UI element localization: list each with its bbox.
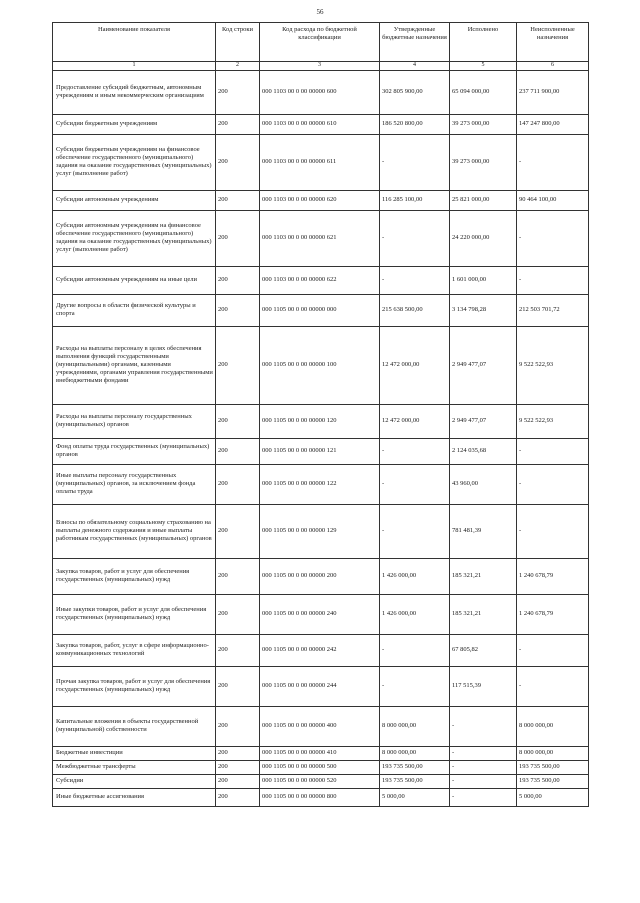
- row-line-code: 200: [216, 404, 260, 438]
- row-approved-amount: 116 285 100,00: [380, 190, 450, 210]
- row-approved-amount: 193 735 500,00: [380, 774, 450, 788]
- row-indicator-name: Расходы на выплаты персоналу в целях обеспечения выполнения функций государственными (муниципальными) органами, казенными учреждениями, органами управления государственными внебюджетными фондами: [53, 326, 216, 404]
- row-executed-amount: 117 515,39: [450, 666, 517, 706]
- row-indicator-name: Другие вопросы в области физической культуры и спорта: [53, 294, 216, 326]
- column-index: 5: [450, 62, 517, 71]
- row-approved-amount: 12 472 000,00: [380, 326, 450, 404]
- row-executed-amount: 67 805,82: [450, 634, 517, 666]
- table-row: [53, 504, 589, 558]
- row-unexecuted-amount: -: [517, 504, 589, 558]
- row-approved-amount: -: [380, 666, 450, 706]
- header-indicator-name: Наименование показателя: [53, 23, 216, 62]
- row-line-code: 200: [216, 746, 260, 760]
- row-classification-code: 000 1105 00 0 00 00000 240: [260, 594, 380, 634]
- row-executed-amount: -: [450, 788, 517, 806]
- header-line-code: Код строки: [216, 23, 260, 62]
- row-line-code: 200: [216, 266, 260, 294]
- table-row: [53, 594, 589, 634]
- row-indicator-name: Закупка товаров, работ, услуг в сфере информационно-коммуникационных технологий: [53, 634, 216, 666]
- table-row: [53, 114, 589, 134]
- row-line-code: 200: [216, 438, 260, 464]
- table-header-row: [53, 23, 589, 62]
- row-classification-code: 000 1105 00 0 00 00000 120: [260, 404, 380, 438]
- row-line-code: 200: [216, 706, 260, 746]
- row-approved-amount: 302 805 900,00: [380, 70, 450, 114]
- row-unexecuted-amount: -: [517, 634, 589, 666]
- row-unexecuted-amount: -: [517, 666, 589, 706]
- row-classification-code: 000 1105 00 0 00 00000 100: [260, 326, 380, 404]
- row-approved-amount: -: [380, 438, 450, 464]
- row-executed-amount: 25 821 000,00: [450, 190, 517, 210]
- table-row: [53, 788, 589, 806]
- row-unexecuted-amount: -: [517, 266, 589, 294]
- row-approved-amount: -: [380, 464, 450, 504]
- row-unexecuted-amount: 5 000,00: [517, 788, 589, 806]
- row-approved-amount: -: [380, 134, 450, 190]
- row-classification-code: 000 1105 00 0 00 00000 000: [260, 294, 380, 326]
- header-executed: Исполнено: [450, 23, 517, 62]
- row-classification-code: 000 1105 00 0 00 00000 520: [260, 774, 380, 788]
- row-executed-amount: -: [450, 760, 517, 774]
- row-classification-code: 000 1105 00 0 00 00000 200: [260, 558, 380, 594]
- row-line-code: 200: [216, 210, 260, 266]
- row-unexecuted-amount: -: [517, 464, 589, 504]
- table-row: [53, 134, 589, 190]
- row-executed-amount: 39 273 000,00: [450, 114, 517, 134]
- row-indicator-name: Бюджетные инвестиции: [53, 746, 216, 760]
- table-row: [53, 666, 589, 706]
- row-indicator-name: Субсидии бюджетным учреждениям на финансовое обеспечение государственного (муниципального) задания на оказание государственных (муниципальных) услуг (выполнение работ): [53, 134, 216, 190]
- row-executed-amount: 39 273 000,00: [450, 134, 517, 190]
- row-unexecuted-amount: 147 247 800,00: [517, 114, 589, 134]
- row-line-code: 200: [216, 326, 260, 404]
- table-row: [53, 294, 589, 326]
- row-indicator-name: Капитальные вложения в объекты государственной (муниципальной) собственности: [53, 706, 216, 746]
- row-unexecuted-amount: 1 240 678,79: [517, 594, 589, 634]
- row-classification-code: 000 1105 00 0 00 00000 242: [260, 634, 380, 666]
- row-indicator-name: Субсидии: [53, 774, 216, 788]
- table-row: [53, 190, 589, 210]
- row-line-code: 200: [216, 558, 260, 594]
- row-approved-amount: -: [380, 266, 450, 294]
- table-row: [53, 706, 589, 746]
- row-classification-code: 000 1103 00 0 00 00000 622: [260, 266, 380, 294]
- row-indicator-name: Иные выплаты персоналу государственных (муниципальных) органов, за исключением фонда оплаты труда: [53, 464, 216, 504]
- row-line-code: 200: [216, 634, 260, 666]
- row-approved-amount: 193 735 500,00: [380, 760, 450, 774]
- budget-execution-table: [52, 22, 589, 807]
- row-unexecuted-amount: 1 240 678,79: [517, 558, 589, 594]
- row-indicator-name: Межбюджетные трансферты: [53, 760, 216, 774]
- column-index-row: [53, 62, 589, 71]
- row-executed-amount: 65 094 000,00: [450, 70, 517, 114]
- row-unexecuted-amount: 237 711 900,00: [517, 70, 589, 114]
- row-indicator-name: Иные закупки товаров, работ и услуг для обеспечения государственных (муниципальных) нужд: [53, 594, 216, 634]
- row-executed-amount: 2 124 035,68: [450, 438, 517, 464]
- row-line-code: 200: [216, 190, 260, 210]
- row-unexecuted-amount: -: [517, 438, 589, 464]
- row-line-code: 200: [216, 666, 260, 706]
- row-executed-amount: 185 321,21: [450, 558, 517, 594]
- table-row: [53, 404, 589, 438]
- row-line-code: 200: [216, 70, 260, 114]
- header-approved: Утвержденные бюджетные назначения: [380, 23, 450, 62]
- row-executed-amount: 3 134 798,28: [450, 294, 517, 326]
- row-approved-amount: -: [380, 210, 450, 266]
- table-row: [53, 70, 589, 114]
- row-approved-amount: 1 426 000,00: [380, 594, 450, 634]
- table-row: [53, 266, 589, 294]
- row-executed-amount: -: [450, 774, 517, 788]
- row-classification-code: 000 1103 00 0 00 00000 610: [260, 114, 380, 134]
- row-classification-code: 000 1105 00 0 00 00000 121: [260, 438, 380, 464]
- table-row: [53, 326, 589, 404]
- row-executed-amount: 43 960,00: [450, 464, 517, 504]
- header-unexecuted: Неисполненные назначения: [517, 23, 589, 62]
- row-approved-amount: 8 000 000,00: [380, 706, 450, 746]
- column-index: 3: [260, 62, 380, 71]
- row-indicator-name: Расходы на выплаты персоналу государственных (муниципальных) органов: [53, 404, 216, 438]
- row-classification-code: 000 1105 00 0 00 00000 800: [260, 788, 380, 806]
- row-executed-amount: 24 220 000,00: [450, 210, 517, 266]
- row-approved-amount: 186 520 800,00: [380, 114, 450, 134]
- row-unexecuted-amount: 90 464 100,00: [517, 190, 589, 210]
- row-indicator-name: Взносы по обязательному социальному страхованию на выплаты денежного содержания и иные выплаты работникам государственных (муниципальных) органов: [53, 504, 216, 558]
- row-approved-amount: 1 426 000,00: [380, 558, 450, 594]
- row-unexecuted-amount: 193 735 500,00: [517, 774, 589, 788]
- row-approved-amount: -: [380, 634, 450, 666]
- row-indicator-name: Иные бюджетные ассигнования: [53, 788, 216, 806]
- column-index: 2: [216, 62, 260, 71]
- row-classification-code: 000 1103 00 0 00 00000 600: [260, 70, 380, 114]
- row-classification-code: 000 1105 00 0 00 00000 122: [260, 464, 380, 504]
- row-approved-amount: -: [380, 504, 450, 558]
- table-row: [53, 760, 589, 774]
- row-unexecuted-amount: 212 503 701,72: [517, 294, 589, 326]
- column-index: 1: [53, 62, 216, 71]
- row-line-code: 200: [216, 760, 260, 774]
- row-line-code: 200: [216, 594, 260, 634]
- row-executed-amount: 781 481,39: [450, 504, 517, 558]
- row-indicator-name: Закупка товаров, работ и услуг для обеспечения государственных (муниципальных) нужд: [53, 558, 216, 594]
- table-row: [53, 210, 589, 266]
- row-classification-code: 000 1103 00 0 00 00000 621: [260, 210, 380, 266]
- row-line-code: 200: [216, 504, 260, 558]
- row-executed-amount: -: [450, 706, 517, 746]
- row-classification-code: 000 1105 00 0 00 00000 244: [260, 666, 380, 706]
- row-line-code: 200: [216, 114, 260, 134]
- row-executed-amount: 2 949 477,07: [450, 326, 517, 404]
- row-indicator-name: Фонд оплаты труда государственных (муниципальных) органов: [53, 438, 216, 464]
- row-unexecuted-amount: 193 735 500,00: [517, 760, 589, 774]
- table-row: [53, 634, 589, 666]
- row-unexecuted-amount: -: [517, 134, 589, 190]
- row-executed-amount: -: [450, 746, 517, 760]
- row-executed-amount: 2 949 477,07: [450, 404, 517, 438]
- table-body: [53, 70, 589, 806]
- row-line-code: 200: [216, 294, 260, 326]
- row-approved-amount: 12 472 000,00: [380, 404, 450, 438]
- row-classification-code: 000 1103 00 0 00 00000 620: [260, 190, 380, 210]
- row-unexecuted-amount: 8 000 000,00: [517, 706, 589, 746]
- row-indicator-name: Субсидии автономным учреждениям: [53, 190, 216, 210]
- row-classification-code: 000 1103 00 0 00 00000 611: [260, 134, 380, 190]
- column-index: 6: [517, 62, 589, 71]
- table-row: [53, 774, 589, 788]
- column-index: 4: [380, 62, 450, 71]
- row-indicator-name: Субсидии бюджетным учреждениям: [53, 114, 216, 134]
- row-approved-amount: 8 000 000,00: [380, 746, 450, 760]
- row-approved-amount: 5 000,00: [380, 788, 450, 806]
- row-line-code: 200: [216, 774, 260, 788]
- row-indicator-name: Субсидии автономным учреждениям на финансовое обеспечение государственного (муниципального) задания на оказание государственных (муниципальных) услуг (выполнение работ): [53, 210, 216, 266]
- row-classification-code: 000 1105 00 0 00 00000 400: [260, 706, 380, 746]
- row-classification-code: 000 1105 00 0 00 00000 129: [260, 504, 380, 558]
- table-row: [53, 438, 589, 464]
- row-executed-amount: 1 601 000,00: [450, 266, 517, 294]
- table-row: [53, 464, 589, 504]
- row-line-code: 200: [216, 134, 260, 190]
- row-executed-amount: 185 321,21: [450, 594, 517, 634]
- row-unexecuted-amount: -: [517, 210, 589, 266]
- header-classification-code: Код расхода по бюджетной классификации: [260, 23, 380, 62]
- row-indicator-name: Субсидии автономным учреждениям на иные цели: [53, 266, 216, 294]
- table-row: [53, 558, 589, 594]
- page-number: 56: [316, 8, 324, 16]
- row-line-code: 200: [216, 464, 260, 504]
- row-indicator-name: Предоставление субсидий бюджетным, автономным учреждениям и иным некоммерческим организациям: [53, 70, 216, 114]
- row-unexecuted-amount: 9 522 522,93: [517, 326, 589, 404]
- table-row: [53, 746, 589, 760]
- row-approved-amount: 215 638 500,00: [380, 294, 450, 326]
- row-line-code: 200: [216, 788, 260, 806]
- row-classification-code: 000 1105 00 0 00 00000 410: [260, 746, 380, 760]
- row-unexecuted-amount: 8 000 000,00: [517, 746, 589, 760]
- row-classification-code: 000 1105 00 0 00 00000 500: [260, 760, 380, 774]
- row-indicator-name: Прочая закупка товаров, работ и услуг для обеспечения государственных (муниципальных) нужд: [53, 666, 216, 706]
- row-unexecuted-amount: 9 522 522,93: [517, 404, 589, 438]
